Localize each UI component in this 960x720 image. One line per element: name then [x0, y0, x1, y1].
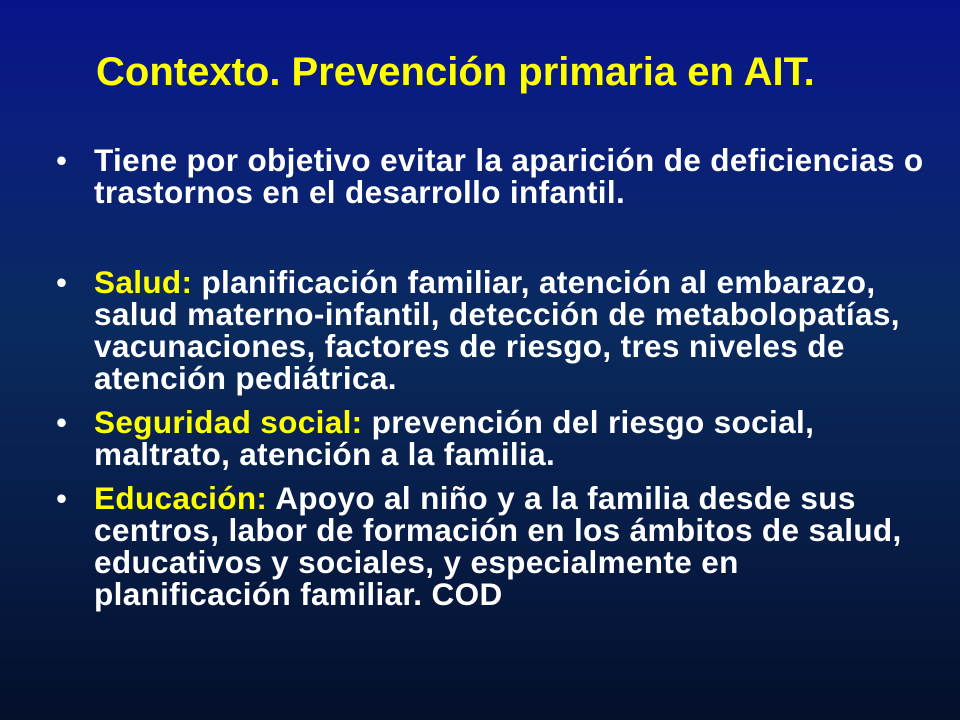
- bullet-dot-icon: •: [56, 480, 68, 516]
- bullet-text: planificación familiar, atención al embarazo, salud materno-infantil, detección de metabolopatías, vacunaciones, factores de riesgo, tres niveles de atención pediátrica.: [94, 264, 900, 396]
- bullet-heading: Seguridad social:: [94, 404, 363, 440]
- bullet-objective: [56, 144, 936, 208]
- bullet-dot-icon: •: [56, 142, 68, 178]
- bullet-dot-icon: •: [56, 264, 68, 300]
- bullet-list: [56, 144, 936, 610]
- bullet-seguridad-social: [56, 406, 936, 470]
- bullet-text: prevención del riesgo social, maltrato, atención a la familia.: [94, 404, 815, 472]
- bullet-heading: Salud:: [94, 264, 193, 300]
- bullet-text: Apoyo al niño y a la familia desde sus centros, labor de formación en los ámbitos de salud, educativos y sociales, y especialmente en planificación familiar. COD: [94, 480, 902, 612]
- bullet-text: Tiene por objetivo evitar la aparición de deficiencias o trastornos en el desarrollo infantil.: [94, 142, 924, 210]
- bullet-dot-icon: •: [56, 404, 68, 440]
- bullet-educacion: [56, 482, 936, 610]
- bullet-heading: Educación:: [94, 480, 268, 516]
- bullet-salud: [56, 266, 936, 394]
- slide-title: Contexto. Prevención primaria en AIT.: [96, 50, 815, 94]
